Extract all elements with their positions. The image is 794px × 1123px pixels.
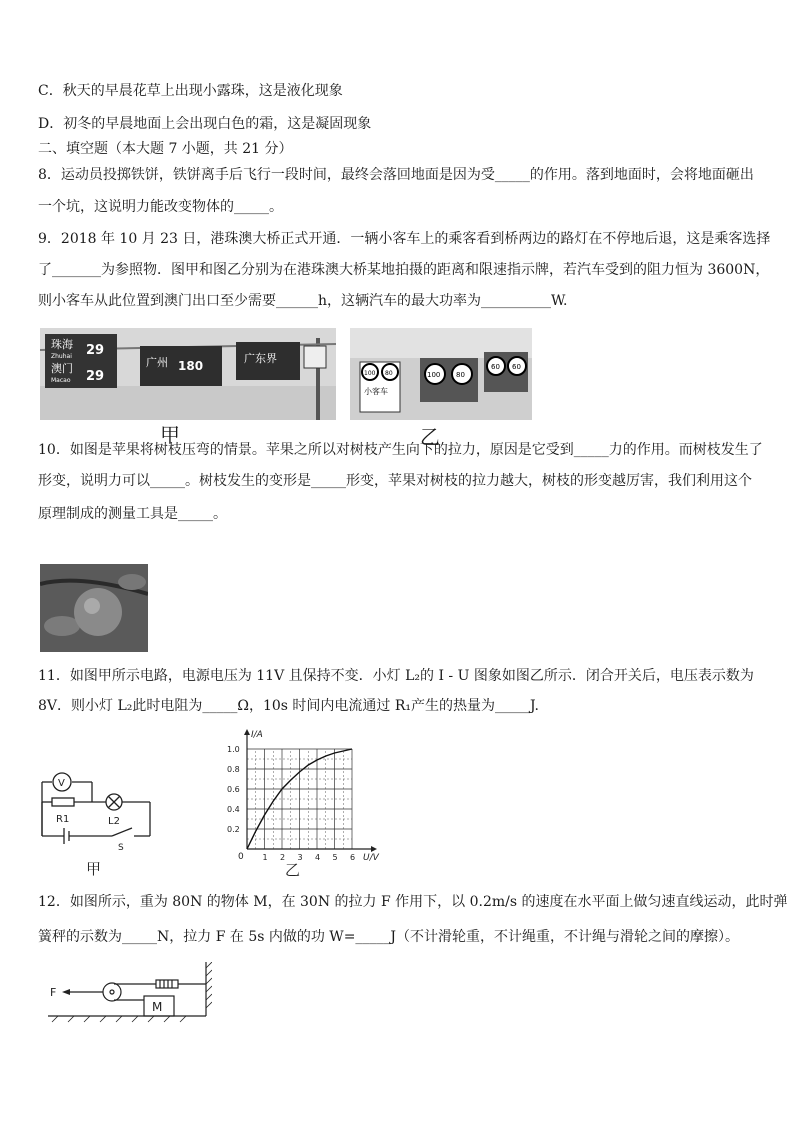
sign-macao-en: Macao [51, 377, 71, 384]
question-10-line2: 形变，说明力可以_____。树枝发生的变形是_____形变，苹果对树枝的拉力越大，树枝的形变越厉害，我们利用这个 [38, 473, 752, 489]
sign-zhuhai: 珠海 [51, 338, 73, 351]
question-9-line2: 了_______为参照物．图甲和图乙分别为在港珠澳大桥某地拍摄的距离和限速指示牌，若汽车受到的阻力恒为 3600N， [38, 262, 770, 278]
sign-guangdong-border: 广东界 [244, 352, 277, 365]
question-12-line1: 12．如图所示，重为 80N 的物体 M，在 30N 的拉力 F 作用下，以 0.2m/s 的速度在水平面上做匀速直线运动，此时弹 [38, 894, 788, 910]
question-10-line1: 10．如图是苹果将树枝压弯的情景。苹果之所以对树枝产生向下的拉力，原因是它受到_____力的作用。而树枝发生了 [38, 442, 763, 458]
photo-speed-signs [350, 328, 532, 424]
y-tick-label: 1.0 [227, 745, 240, 754]
y-tick-label: 0.2 [227, 825, 240, 834]
x-tick-label: 1 [262, 853, 268, 862]
question-9-line3: 则小客车从此位置到澳门出口至少需要______h，这辆汽车的最大功率为__________W. [38, 293, 568, 309]
limit-sign-6: 60 [512, 363, 521, 371]
photo-yi-caption: 乙 [420, 425, 440, 449]
circuit-caption: 甲 [86, 860, 102, 878]
x-tick-label: 6 [350, 853, 356, 862]
sign-small-car: 小客车 [364, 387, 388, 396]
graph-grid [247, 749, 352, 849]
graph-caption: 乙 [285, 861, 301, 879]
sign-guangzhou: 广州 [146, 356, 168, 369]
x-tick-label: 4 [315, 853, 321, 862]
photo-apple-branch [40, 564, 148, 656]
sign-zhuhai-distance: 29 [86, 343, 105, 358]
graph-ylabel: I/A [251, 730, 263, 740]
question-8-line2: 一个坑，这说明力能改变物体的_____。 [38, 199, 283, 215]
circuit-diagram [38, 768, 160, 884]
y-tick-label: 0.4 [227, 805, 240, 814]
graph-axes [244, 729, 377, 852]
iu-graph [225, 727, 395, 885]
limit-sign-5: 60 [491, 363, 500, 371]
graph-origin: 0 [238, 852, 244, 862]
section-title: 二、填空题（本大题 7 小题，共 21 分） [38, 141, 293, 157]
force-f-label: F [50, 986, 57, 999]
question-10-line3: 原理制成的测量工具是_____。 [38, 506, 227, 522]
switch-s-label: S [118, 843, 124, 853]
block-m-label: M [152, 1000, 163, 1014]
question-9-line1: 9．2018 年 10 月 23 日，港珠澳大桥正式开通．一辆小客车上的乘客看到桥两边的路灯在不停地后退，这是乘客选择 [38, 231, 771, 247]
sign-macao-distance: 29 [86, 369, 105, 384]
question-12-line2: 簧秤的示数为_____N，拉力 F 在 5s 内做的功 W=_____J（不计滑轮重，不计绳重，不计绳与滑轮之间的摩擦）。 [38, 929, 740, 945]
photo-distance-signs [40, 328, 336, 424]
sign-zhuhai-en: Zhuhai [51, 353, 72, 360]
x-tick-label: 3 [297, 853, 303, 862]
x-tick-label: 5 [332, 853, 338, 862]
y-tick-label: 0.8 [227, 765, 240, 774]
question-11-line1: 11．如图甲所示电路，电源电压为 11V 且保持不变．小灯 L₂的 I - U 图象如图乙所示．闭合开关后，电压表示数为 [38, 668, 754, 684]
option-d: D．初冬的早晨地面上会出现白色的霜，这是凝固现象 [38, 116, 372, 132]
photo-jia-caption: 甲 [160, 423, 180, 447]
voltmeter-label: V [58, 778, 65, 789]
limit-sign-2: 80 [385, 370, 393, 377]
lamp-l2-label: L2 [108, 816, 120, 827]
graph-tick-labels [227, 745, 355, 862]
limit-sign-4: 80 [456, 371, 465, 379]
resistor-r1-label: R1 [56, 814, 70, 825]
x-axis-arrow [371, 846, 377, 852]
sign-macao: 澳门 [51, 362, 73, 375]
question-8-line1: 8．运动员投掷铁饼，铁饼离手后飞行一段时间，最终会落回地面是因为受_____的作用。落到地面时，会将地面砸出 [38, 167, 754, 183]
limit-sign-3: 100 [427, 371, 441, 379]
sign-guangzhou-distance: 180 [178, 359, 204, 373]
y-tick-label: 0.6 [227, 785, 240, 794]
limit-sign-1: 100 [364, 370, 376, 377]
graph-xlabel: U/V [363, 853, 379, 863]
y-axis-arrow [244, 729, 250, 735]
option-c: C．秋天的早晨花草上出现小露珠，这是液化现象 [38, 83, 343, 99]
question-11-line2: 8V．则小灯 L₂此时电阻为_____Ω，10s 时间内电流通过 R₁产生的热量为_____J. [38, 698, 540, 714]
x-tick-label: 2 [280, 853, 286, 862]
pulley-diagram [48, 962, 212, 1028]
